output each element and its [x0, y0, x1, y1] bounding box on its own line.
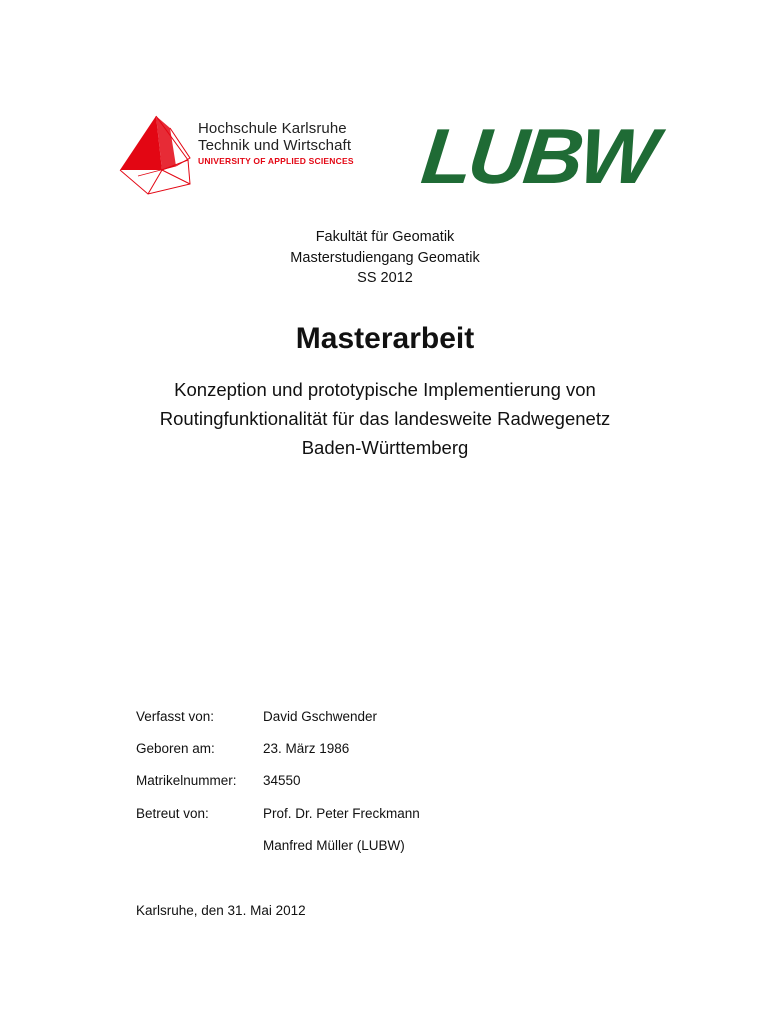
study-program: Masterstudiengang Geomatik — [290, 249, 480, 266]
faculty-block — [0, 227, 770, 289]
supervisor-label: Betreut von: — [136, 806, 209, 821]
document-title: Masterarbeit — [295, 322, 475, 355]
supervisor-value-2: Manfred Müller (LUBW) — [263, 838, 405, 853]
matrikel-label: Matrikelnummer: — [136, 773, 237, 788]
sail-emblem-icon — [118, 114, 194, 196]
subtitle-line1: Konzeption und prototypische Implementierung von — [174, 379, 596, 400]
author-label: Verfasst von: — [136, 709, 215, 724]
place-date: Karlsruhe, den 31. Mai 2012 — [136, 903, 306, 918]
hs-logo-line3: UNIVERSITY OF APPLIED SCIENCES — [198, 156, 354, 166]
hs-logo-line2: Technik und Wirtschaft — [198, 137, 352, 154]
document-subtitle — [0, 375, 770, 462]
matrikel-value: 34550 — [263, 773, 301, 788]
hs-logo-line1: Hochschule Karlsruhe — [198, 120, 347, 137]
birthdate-value: 23. März 1986 — [263, 741, 350, 756]
semester: SS 2012 — [357, 270, 413, 286]
subtitle-line3: Baden-Württemberg — [301, 437, 469, 458]
faculty-name: Fakultät für Geomatik — [315, 229, 455, 245]
author-value: David Gschwender — [263, 709, 378, 724]
lubw-logo-text: LUBW — [417, 112, 658, 200]
birthdate-label: Geboren am: — [136, 741, 215, 756]
lubw-logo — [417, 112, 658, 200]
hochschule-karlsruhe-logo — [118, 114, 368, 196]
subtitle-line2: Routingfunktionalität für das landesweite Radwegenetz — [159, 408, 611, 429]
supervisor-value-1: Prof. Dr. Peter Freckmann — [263, 806, 420, 821]
